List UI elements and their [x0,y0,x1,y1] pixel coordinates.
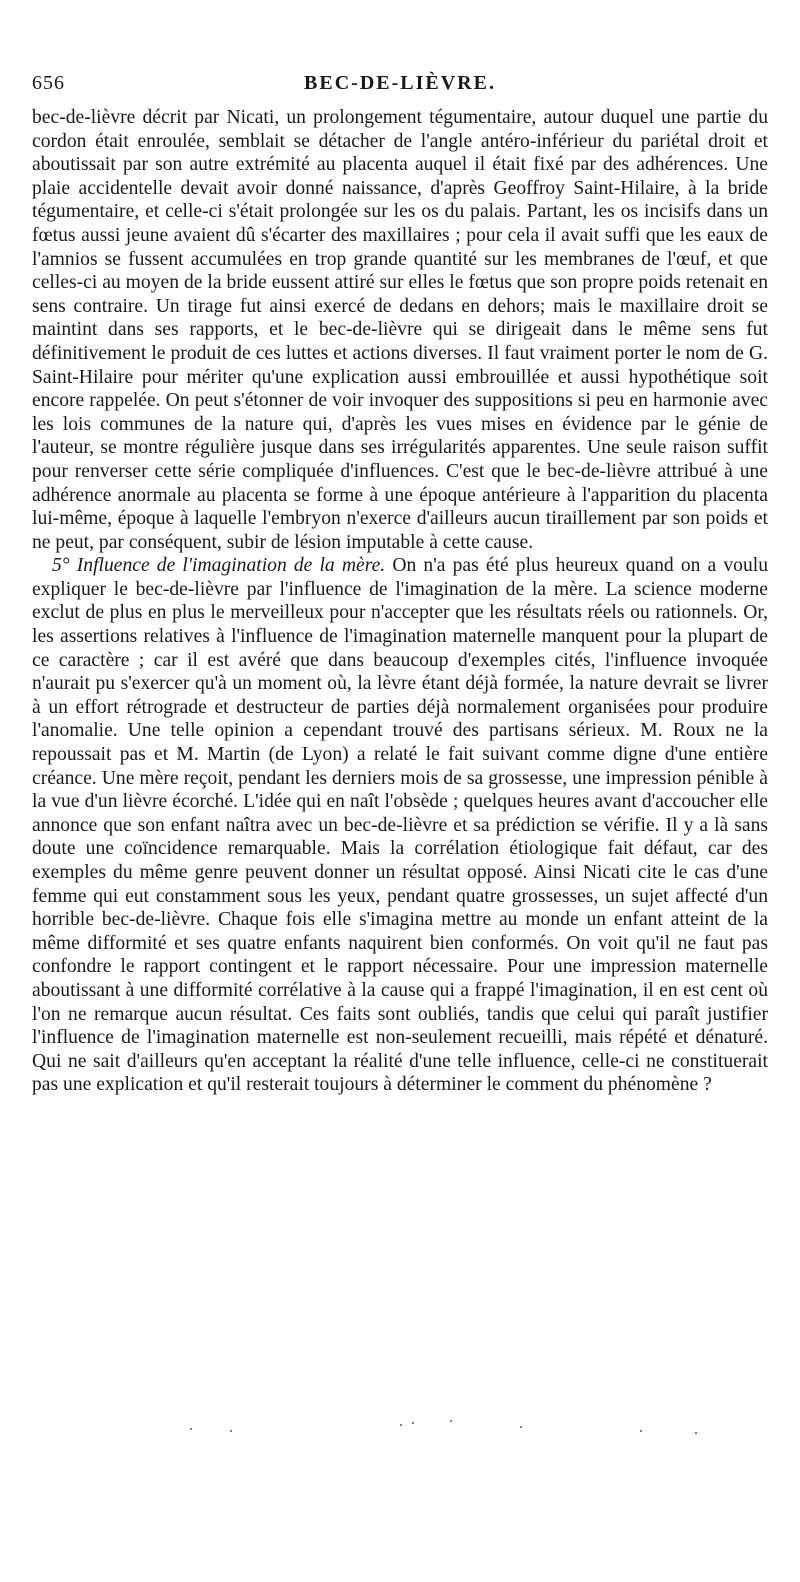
running-head [32,72,768,106]
speck-mark [412,1422,414,1424]
speck-mark [190,1428,192,1430]
speck-mark [400,1424,402,1426]
running-title: BEC-DE-LIÈVRE. [304,72,496,94]
paragraph-bride-placentaire [32,106,768,554]
speck-mark [520,1426,522,1428]
body-text [32,106,768,1097]
paragraph-imagination-mere [32,554,768,1097]
speck-mark [695,1432,697,1434]
scan-specks [190,1418,710,1438]
paragraph-text: bec-de-lièvre décrit par Nicati, un prolongement tégumentaire, autour duquel une partie du cordon était enroulée, semblait se détacher de l'angle antéro-inférieur du pariétal droit et aboutissait par son autre extrémité au placenta auquel il était fixé par des adhérences. Une plaie accidentelle devait avoir donné naissance, d'après Geoffroy Saint-Hilaire, à la bride tégumentaire, et celle-ci s'était prolongée sur les os du palais. Partant, les os incisifs dans un fœtus aussi jeune avaient dû s'écarter des maxillaires ; pour cela il avait suffi que les eaux de l'amnios se fussent accumulées en trop grande quantité sur les membranes de l'œuf, et que celles-ci au moyen de la bride eussent attiré sur elles le fœtus que son propre poids retenait en sens contraire. Un tirage fut ainsi exercé de dedans en dehors; mais le maxillaire droit se maintint dans ses rapports, et le bec-de-lièvre qui se dirigeait dans le même sens fut définitivement le produit de ces luttes et actions diverses. Il faut vraiment porter le nom de G. Saint-Hilaire pour mériter qu'une explication aussi embrouillée et aussi hypothétique soit encore rappelée. On peut s'étonner de voir invoquer des suppositions si peu en harmonie avec les lois communes de la nature qui, d'après les vues mises en évidence par le génie de l'auteur, se montre régulière jusque dans ses irrégularités apparentes. Une seule raison suffit pour renverser cette série compliquée d'influences. C'est que le bec-de-lièvre attribué à une adhérence anormale au placenta se forme à une époque antérieure à l'apparition du placenta lui-même, époque à laquelle l'embryon n'exerce d'ailleurs aucun tiraillement par son poids et ne peut, par conséquent, subir de lésion imputable à cette cause. [32,107,768,553]
speck-mark [450,1420,452,1422]
speck-mark [640,1430,642,1432]
book-page [32,72,768,1097]
speck-mark [230,1430,232,1432]
paragraph-text: On n'a pas été plus heureux quand on a voulu expliquer le bec-de-lièvre par l'influence de l'imagination de la mère. La science moderne exclut de plus en plus le merveilleux pour n'accepter que les résultats réels ou rationnels. Or, les assertions relatives à l'influence de l'imagination maternelle manquent pour la plupart de ce caractère ; car il est avéré que dans beaucoup d'exemples cités, l'influence invoquée n'aurait pu s'exercer qu'à un moment où, la lèvre étant déjà formée, la nature devrait se livrer à un effort rétrograde et destructeur de parties déjà normalement organisées pour produire l'anomalie. Une telle opinion a cependant trouvé des partisans sérieux. M. Roux ne la repoussait pas et M. Martin (de Lyon) a relaté le fait suivant comme digne d'une entière créance. Une mère reçoit, pendant les derniers mois de sa grossesse, une impression pénible à la vue d'un lièvre écorché. L'idée qui en naît l'obsède ; quelques heures avant d'accoucher elle annonce que son enfant naîtra avec un bec-de-lièvre et sa prédiction se vérifie. Il y a là sans doute une coïncidence remarquable. Mais la corrélation étiologique fait défaut, car des exemples du même genre peuvent donner un résultat opposé. Ainsi Nicati cite le cas d'une femme qui eut constamment sous les yeux, pendant quatre grossesses, un sujet affecté d'un horrible bec-de-lièvre. Chaque fois elle s'imagina mettre au monde un enfant atteint de la même difformité et ses quatre enfants naquirent bien conformés. On voit qu'il ne faut pas confondre le rapport contingent et le rapport nécessaire. Pour une impression maternelle aboutissant à une difformité corrélative à la cause qui a frappé l'imagination, il en est cent où l'on ne remarque aucun résultat. Ces faits sont oubliés, tandis que celui qui paraît justifier l'influence de l'imagination maternelle est non-seulement recueilli, mais répété et dénaturé. Qui ne sait d'ailleurs qu'en acceptant la réalité d'une telle influence, celle-ci ne constituerait pas une explication et qu'il resterait toujours à déterminer le comment du phénomène ? [32,555,768,1096]
page-number: 656 [32,72,65,94]
section-heading: 5° Influence de l'imagination de la mère. [52,555,386,577]
